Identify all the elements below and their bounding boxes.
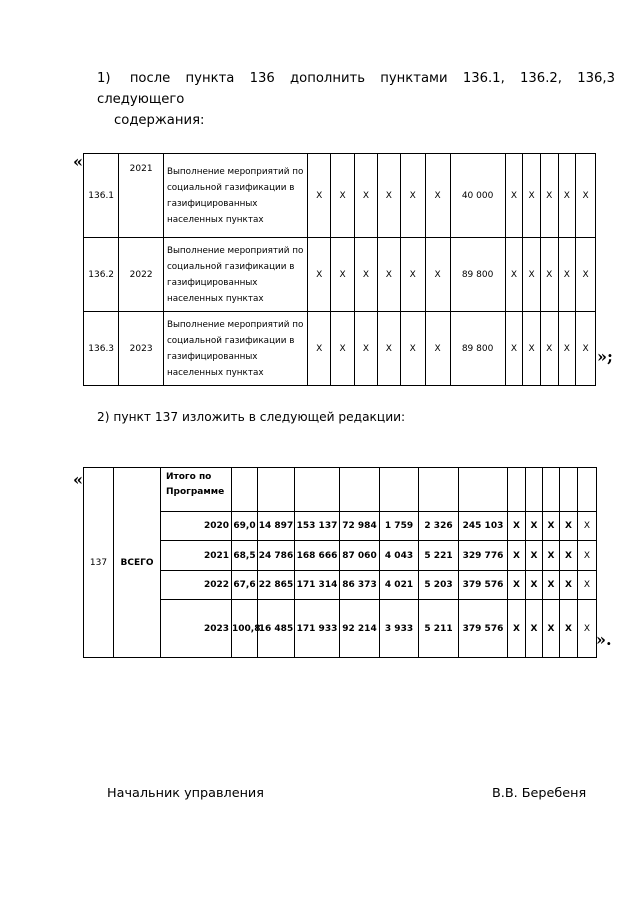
empty-cell bbox=[419, 468, 459, 512]
empty-cell bbox=[258, 468, 295, 512]
description-cell: Выполнение мероприятий по социальной газификации в газифицированных населенных пунктах bbox=[163, 154, 307, 238]
year-cell: 2021 bbox=[119, 154, 164, 238]
value-cell: 68,5 bbox=[232, 541, 258, 571]
x-cell: X bbox=[543, 571, 560, 600]
table-1-open-quote: « bbox=[73, 152, 83, 171]
value-cell: 5 211 bbox=[419, 600, 459, 658]
x-cell: X bbox=[560, 512, 578, 541]
row-number-cell: 136.2 bbox=[84, 238, 119, 312]
value-cell: 5 221 bbox=[419, 541, 459, 571]
empty-cell bbox=[340, 468, 380, 512]
x-cell: X bbox=[540, 154, 558, 238]
value-cell: 22 865 bbox=[258, 571, 295, 600]
value-cell: 329 776 bbox=[459, 541, 508, 571]
x-cell: X bbox=[425, 154, 450, 238]
table-header-row bbox=[84, 468, 597, 512]
table-row bbox=[84, 238, 596, 312]
x-cell: X bbox=[400, 312, 425, 386]
x-cell: X bbox=[558, 238, 576, 312]
empty-cell bbox=[459, 468, 508, 512]
x-cell: X bbox=[540, 312, 558, 386]
amount-cell: 40 000 bbox=[450, 154, 505, 238]
value-cell: 67,6 bbox=[232, 571, 258, 600]
year-cell: 2022 bbox=[119, 238, 164, 312]
x-cell: X bbox=[377, 154, 400, 238]
x-cell: X bbox=[355, 312, 378, 386]
description-cell: Выполнение мероприятий по социальной газификации в газифицированных населенных пунктах bbox=[163, 312, 307, 386]
value-cell: 171 933 bbox=[295, 600, 340, 658]
x-cell: X bbox=[560, 571, 578, 600]
value-cell: 379 576 bbox=[459, 571, 508, 600]
item-1-continuation: содержания: bbox=[114, 113, 205, 128]
empty-cell bbox=[543, 468, 560, 512]
value-cell: 16 485 bbox=[258, 600, 295, 658]
x-cell: X bbox=[523, 154, 541, 238]
empty-cell bbox=[295, 468, 340, 512]
table-row bbox=[84, 600, 597, 658]
value-cell: 87 060 bbox=[340, 541, 380, 571]
x-cell: X bbox=[425, 238, 450, 312]
x-cell: X bbox=[377, 238, 400, 312]
x-cell: X bbox=[505, 312, 523, 386]
x-cell: X bbox=[578, 512, 597, 541]
item-number-cell: 137 bbox=[84, 468, 114, 658]
x-cell: X bbox=[331, 154, 355, 238]
x-cell: X bbox=[508, 541, 526, 571]
amount-cell: 89 800 bbox=[450, 238, 505, 312]
x-cell: X bbox=[578, 541, 597, 571]
x-cell: X bbox=[560, 600, 578, 658]
value-cell: 14 897 bbox=[258, 512, 295, 541]
value-cell: 168 666 bbox=[295, 541, 340, 571]
value-cell: 100,8 bbox=[232, 600, 258, 658]
x-cell: X bbox=[505, 238, 523, 312]
empty-cell bbox=[526, 468, 543, 512]
value-cell: 69,0 bbox=[232, 512, 258, 541]
empty-cell bbox=[560, 468, 578, 512]
description-cell: Выполнение мероприятий по социальной газификации в газифицированных населенных пунктах bbox=[163, 238, 307, 312]
table-row bbox=[84, 312, 596, 386]
row-number-cell: 136.1 bbox=[84, 154, 119, 238]
value-cell: 245 103 bbox=[459, 512, 508, 541]
empty-cell bbox=[508, 468, 526, 512]
value-cell: 24 786 bbox=[258, 541, 295, 571]
x-cell: X bbox=[576, 312, 596, 386]
x-cell: X bbox=[526, 512, 543, 541]
x-cell: X bbox=[331, 238, 355, 312]
x-cell: X bbox=[308, 238, 331, 312]
table-row bbox=[84, 512, 597, 541]
table-row bbox=[84, 154, 596, 238]
value-cell: 86 373 bbox=[340, 571, 380, 600]
x-cell: X bbox=[508, 512, 526, 541]
value-cell: 1 759 bbox=[380, 512, 419, 541]
table-1 bbox=[83, 153, 596, 386]
empty-cell bbox=[380, 468, 419, 512]
x-cell: X bbox=[543, 541, 560, 571]
x-cell: X bbox=[576, 238, 596, 312]
x-cell: X bbox=[578, 571, 597, 600]
x-cell: X bbox=[560, 541, 578, 571]
table-row bbox=[84, 541, 597, 571]
x-cell: X bbox=[331, 312, 355, 386]
x-cell: X bbox=[505, 154, 523, 238]
table-2 bbox=[83, 467, 597, 658]
x-cell: X bbox=[543, 600, 560, 658]
x-cell: X bbox=[355, 238, 378, 312]
x-cell: X bbox=[576, 154, 596, 238]
item-1-number: 1) bbox=[97, 71, 111, 86]
x-cell: X bbox=[508, 600, 526, 658]
table-2-close-quote: ». bbox=[596, 630, 612, 649]
value-cell: 3 933 bbox=[380, 600, 419, 658]
year-cell: 2020 bbox=[161, 512, 232, 541]
x-cell: X bbox=[558, 154, 576, 238]
year-cell: 2022 bbox=[161, 571, 232, 600]
program-total-header: Итого по Программе bbox=[161, 468, 232, 512]
table-row bbox=[84, 571, 597, 600]
x-cell: X bbox=[526, 600, 543, 658]
x-cell: X bbox=[308, 154, 331, 238]
x-cell: X bbox=[425, 312, 450, 386]
x-cell: X bbox=[400, 154, 425, 238]
empty-cell bbox=[232, 468, 258, 512]
table-2-open-quote: « bbox=[73, 470, 83, 489]
x-cell: X bbox=[558, 312, 576, 386]
value-cell: 171 314 bbox=[295, 571, 340, 600]
empty-cell bbox=[578, 468, 597, 512]
x-cell: X bbox=[355, 154, 378, 238]
x-cell: X bbox=[523, 238, 541, 312]
signature-name: В.В. Беребеня bbox=[492, 786, 587, 801]
x-cell: X bbox=[526, 571, 543, 600]
value-cell: 2 326 bbox=[419, 512, 459, 541]
total-label-cell: ВСЕГО bbox=[114, 468, 161, 658]
x-cell: X bbox=[377, 312, 400, 386]
item-1-text: после пункта 136 дополнить пунктами 136.1, 136.2, 136,3 следующего bbox=[97, 71, 615, 107]
x-cell: X bbox=[543, 512, 560, 541]
value-cell: 379 576 bbox=[459, 600, 508, 658]
value-cell: 4 021 bbox=[380, 571, 419, 600]
x-cell: X bbox=[523, 312, 541, 386]
x-cell: X bbox=[508, 571, 526, 600]
x-cell: X bbox=[540, 238, 558, 312]
x-cell: X bbox=[526, 541, 543, 571]
signature-position: Начальник управления bbox=[107, 786, 264, 801]
item-2-paragraph: 2) пункт 137 изложить в следующей редакции: bbox=[97, 410, 406, 424]
row-number-cell: 136.3 bbox=[84, 312, 119, 386]
x-cell: X bbox=[308, 312, 331, 386]
year-cell: 2023 bbox=[161, 600, 232, 658]
value-cell: 153 137 bbox=[295, 512, 340, 541]
value-cell: 5 203 bbox=[419, 571, 459, 600]
value-cell: 72 984 bbox=[340, 512, 380, 541]
x-cell: X bbox=[400, 238, 425, 312]
year-cell: 2021 bbox=[161, 541, 232, 571]
table-1-close-quote: »; bbox=[597, 347, 613, 366]
x-cell: X bbox=[578, 600, 597, 658]
amount-cell: 89 800 bbox=[450, 312, 505, 386]
year-cell: 2023 bbox=[119, 312, 164, 386]
value-cell: 4 043 bbox=[380, 541, 419, 571]
item-1-paragraph bbox=[97, 68, 615, 131]
value-cell: 92 214 bbox=[340, 600, 380, 658]
